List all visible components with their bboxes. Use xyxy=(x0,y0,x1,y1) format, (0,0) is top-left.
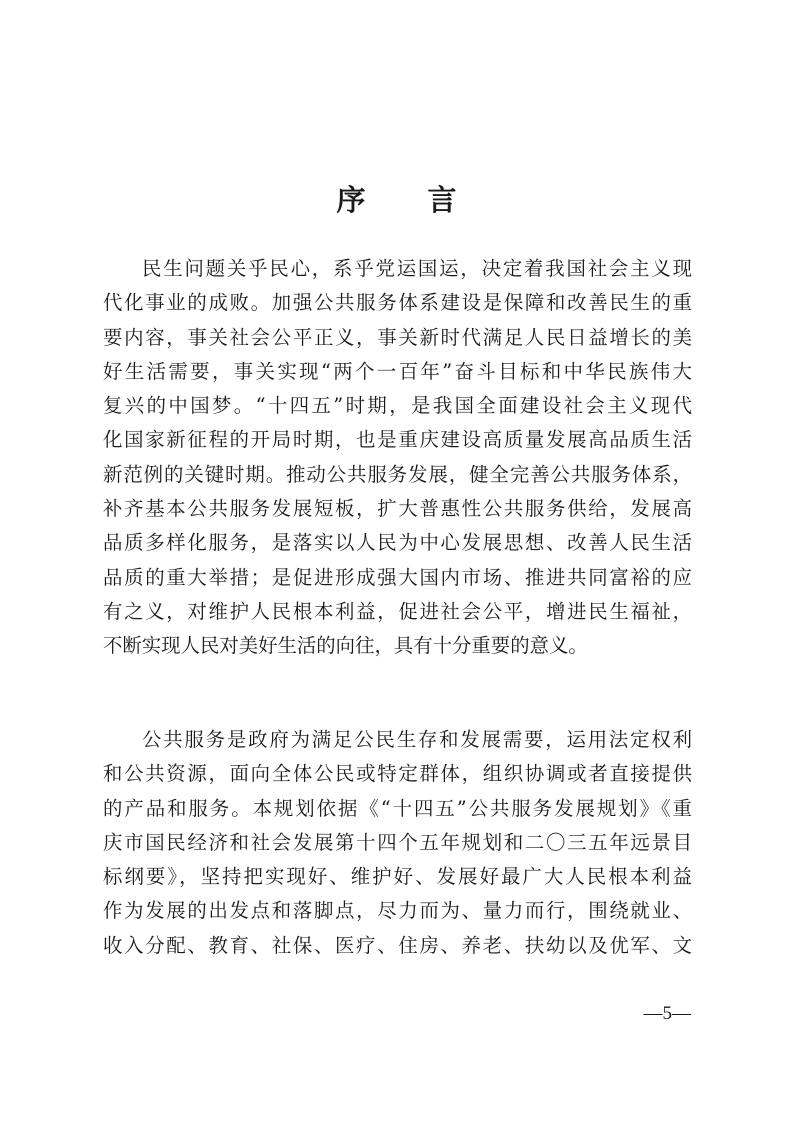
paragraph-line: 代化事业的成败。加强公共服务体系建设是保障和改善民生的重 xyxy=(103,291,692,315)
paragraph-1 xyxy=(103,252,692,664)
paragraph-line: 民生问题关乎民心，系乎党运国运，决定着我国社会主义现 xyxy=(142,257,692,280)
paragraph-line: 的产品和服务。本规划依据《“十四五”公共服务发展规划》《重 xyxy=(103,796,692,820)
paragraph-line: 复兴的中国梦。“十四五”时期，是我国全面建设社会主义现代 xyxy=(103,394,692,418)
page-number: —5— xyxy=(643,1003,691,1024)
paragraph-line: 品质多样化服务，是落实以人民为中心发展思想、改善人民生活 xyxy=(103,531,692,555)
paragraph-line: 化国家新征程的开局时期，也是重庆建设高质量发展高品质生活 xyxy=(103,428,692,452)
paragraph-2 xyxy=(103,723,692,963)
paragraph-line: 好生活需要，事关实现“两个一百年”奋斗目标和中华民族伟大 xyxy=(103,359,692,383)
paragraph-line: 有之义，对维护人民根本利益，促进社会公平，增进民生福祉， xyxy=(103,599,692,623)
paragraph-line: 庆市国民经济和社会发展第十四个五年规划和二〇三五年远景目 xyxy=(103,830,692,854)
paragraph-line: 公共服务是政府为满足公民生存和发展需要，运用法定权利 xyxy=(142,728,692,751)
page-title: 序 言 xyxy=(336,183,483,217)
paragraph-line: 作为发展的出发点和落脚点，尽力而为、量力而行，围绕就业、 xyxy=(103,899,692,923)
paragraph-line: 要内容，事关社会公平正义，事关新时代满足人民日益增长的美 xyxy=(103,325,692,349)
paragraph-line: 不断实现人民对美好生活的向往，具有十分重要的意义。 xyxy=(103,634,588,658)
paragraph-line: 品质的重大举措；是促进形成强大国内市场、推进共同富裕的应 xyxy=(103,565,692,589)
paragraph-line: 新范例的关键时期。推动公共服务发展，健全完善公共服务体系， xyxy=(103,462,692,486)
paragraph-line: 补齐基本公共服务发展短板，扩大普惠性公共服务供给，发展高 xyxy=(103,497,692,521)
paragraph-line: 标纲要》，坚持把实现好、维护好、发展好最广大人民根本利益 xyxy=(103,865,692,889)
paragraph-line: 和公共资源，面向全体公民或特定群体，组织协调或者直接提供 xyxy=(103,762,692,786)
paragraph-line: 收入分配、教育、社保、医疗、住房、养老、扶幼以及优军、文 xyxy=(103,933,692,957)
